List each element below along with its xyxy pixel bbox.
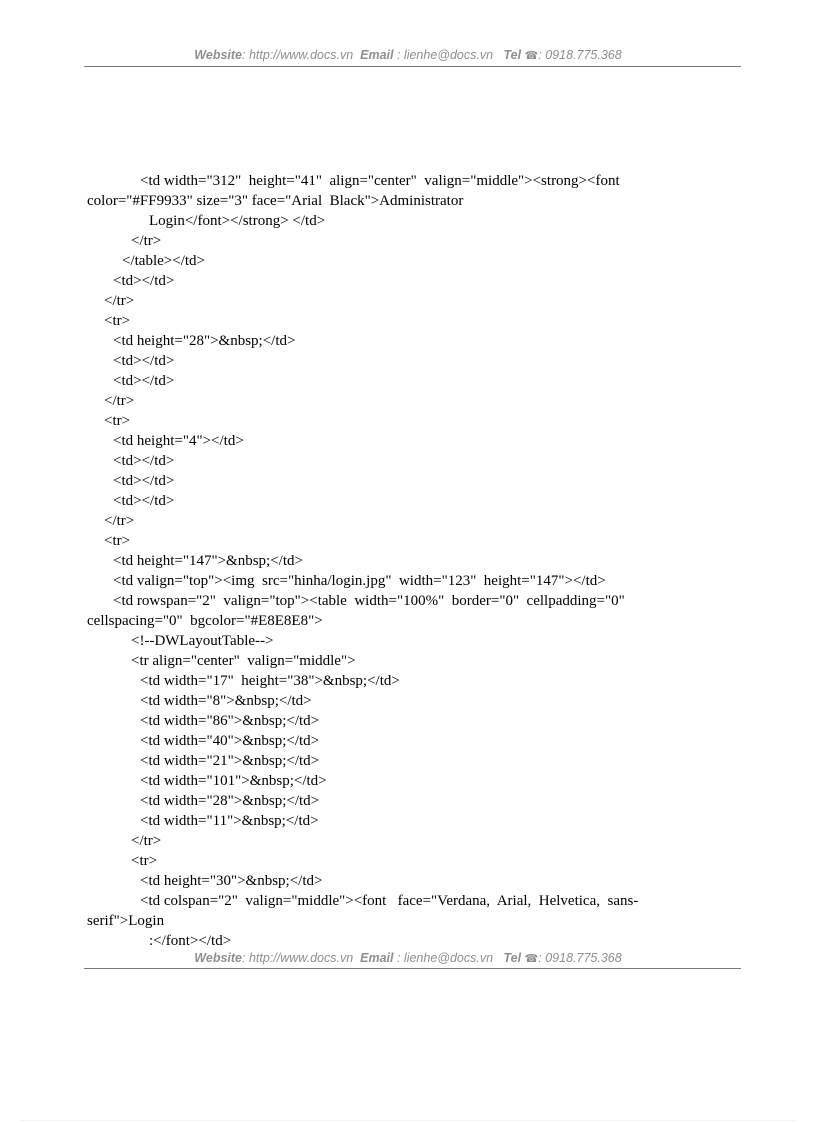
code-line: </tr>: [131, 233, 162, 249]
page-header: [0, 48, 816, 63]
code-line: <td height="30">&nbsp;</td>: [140, 873, 323, 889]
email-value: : lienhe@docs.vn: [396, 48, 494, 62]
tel-value: : 0918.775.368: [538, 951, 622, 965]
page-footer: [0, 951, 816, 966]
code-line: <!--DWLayoutTable-->: [131, 633, 274, 649]
tel-label: Tel: [503, 48, 522, 62]
website-value: : http://www.docs.vn: [242, 951, 354, 965]
phone-icon: ☎: [524, 50, 539, 62]
code-line: <tr align="center" valign="middle">: [131, 653, 356, 669]
code-line: </table></td>: [122, 253, 205, 269]
website-label: Website: [194, 48, 242, 62]
email-label: Email: [360, 951, 394, 965]
code-line: <tr>: [131, 853, 158, 869]
website-label: Website: [194, 951, 242, 965]
code-line: </tr>: [104, 513, 135, 529]
code-line: serif">Login: [87, 913, 165, 929]
code-line: <td width="28">&nbsp;</td>: [140, 793, 320, 809]
header-rule: [84, 66, 741, 67]
code-line: color="#FF9933" size="3" face="Arial Black">Administrator: [87, 193, 464, 209]
code-line: <td width="8">&nbsp;</td>: [140, 693, 312, 709]
tel-value: : 0918.775.368: [538, 48, 622, 62]
code-line: <td width="101">&nbsp;</td>: [140, 773, 327, 789]
code-line: <td></td>: [113, 473, 175, 489]
code-line: <td height="4"></td>: [113, 433, 244, 449]
code-line: <td></td>: [113, 453, 175, 469]
code-line: <td rowspan="2" valign="top"><table width="100%" border="0" cellpadding="0": [113, 593, 625, 609]
code-line: Login</font></strong> </td>: [149, 213, 326, 229]
tel-label: Tel: [503, 951, 522, 965]
code-line: <td height="28">&nbsp;</td>: [113, 333, 296, 349]
code-line: <tr>: [104, 413, 131, 429]
email-value: : lienhe@docs.vn: [396, 951, 494, 965]
page-bottom-edge: [20, 1120, 796, 1121]
code-line: <td></td>: [113, 273, 175, 289]
code-line: <td colspan="2" valign="middle"><font face="Verdana, Arial, Helvetica, sans-: [140, 893, 639, 909]
code-line: cellspacing="0" bgcolor="#E8E8E8">: [87, 613, 323, 629]
code-line: </tr>: [104, 393, 135, 409]
code-line: <td width="86">&nbsp;</td>: [140, 713, 320, 729]
code-line: <tr>: [104, 313, 131, 329]
code-line: <td width="11">&nbsp;</td>: [140, 813, 319, 829]
code-line: :</font></td>: [149, 933, 232, 949]
code-line: <td width="40">&nbsp;</td>: [140, 733, 320, 749]
code-line: <td></td>: [113, 493, 175, 509]
code-line: </tr>: [104, 293, 135, 309]
code-line: <td></td>: [113, 373, 175, 389]
code-line: <td width="21">&nbsp;</td>: [140, 753, 320, 769]
code-line: <td></td>: [113, 353, 175, 369]
footer-rule: [84, 968, 741, 969]
code-line: </tr>: [131, 833, 162, 849]
code-line: <td width="312" height="41" align="center" valign="middle"><strong><font: [140, 173, 620, 189]
code-line: <td valign="top"><img src="hinha/login.jpg" width="123" height="147"></td>: [113, 573, 606, 589]
email-label: Email: [360, 48, 394, 62]
phone-icon: ☎: [524, 953, 539, 965]
code-line: <td height="147">&nbsp;</td>: [113, 553, 303, 569]
website-value: : http://www.docs.vn: [242, 48, 354, 62]
code-line: <td width="17" height="38">&nbsp;</td>: [140, 673, 400, 689]
code-line: <tr>: [104, 533, 131, 549]
